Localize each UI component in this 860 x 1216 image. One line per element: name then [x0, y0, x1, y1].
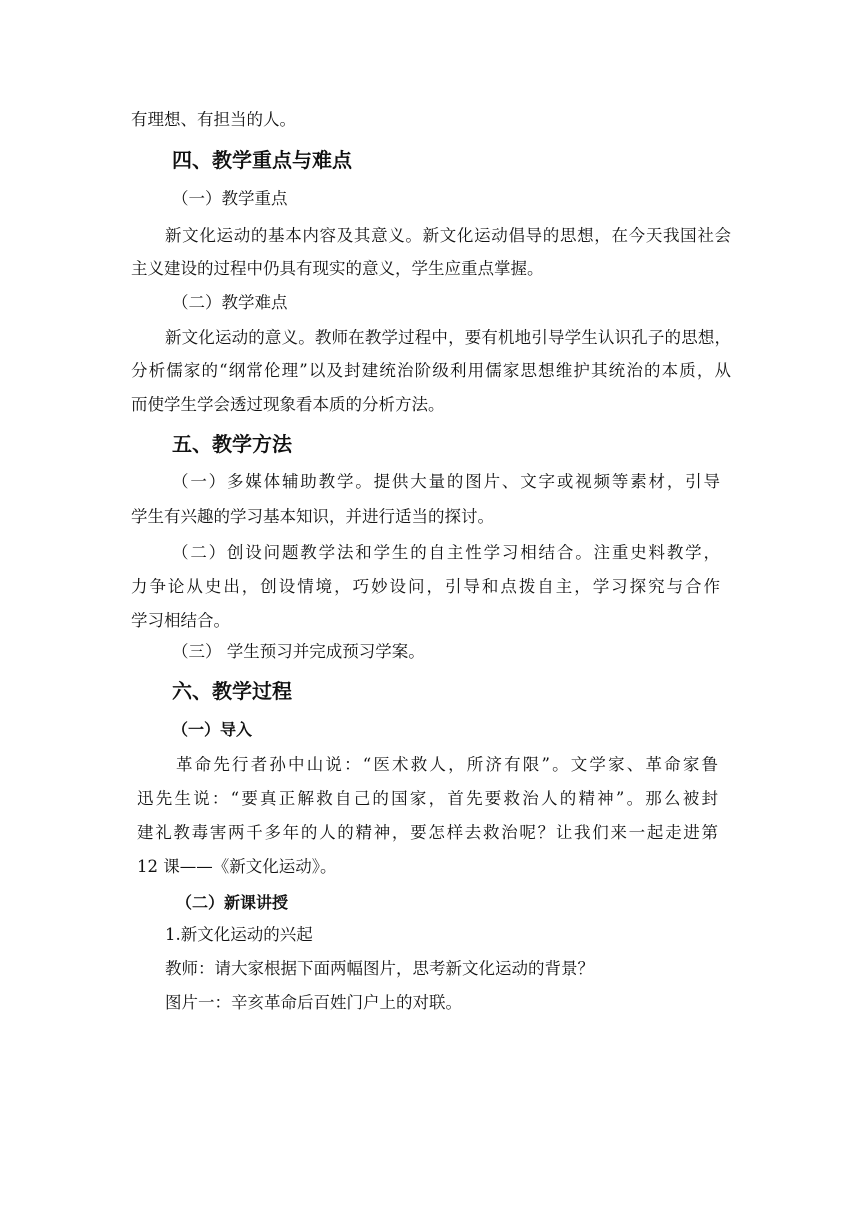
paragraph-line: 新文化运动的意义。教师在教学过程中，要有机地引导学生认识孔子的思想，	[165, 328, 731, 347]
paragraph-line: 教师：请大家根据下面两幅图片，思考新文化运动的背景？	[165, 959, 594, 978]
paragraph-line: 主义建设的过程中仍具有现实的意义，学生应重点掌握。	[131, 259, 544, 278]
section-heading: 六、教学过程	[172, 679, 292, 703]
paragraph-line: 学习相结合。	[131, 611, 230, 630]
paragraph-line: （二）创设问题教学法和学生的自主性学习相结合。注重史料教学，	[172, 543, 720, 562]
subsection-heading: （二）教学难点	[172, 293, 288, 312]
paragraph-line: 12 课——《新文化运动》。	[137, 857, 337, 876]
paragraph-line: 图片一：辛亥革命后百姓门户上的对联。	[165, 993, 462, 1012]
paragraph-line: 而使学生学会透过现象看本质的分析方法。	[131, 395, 445, 414]
section-heading: 四、教学重点与难点	[172, 148, 352, 172]
paragraph-line: 力争论从史出，创设情境，巧妙设问，引导和点拨自主，学习探究与合作	[131, 577, 720, 596]
subsection-heading: （二）新课讲授	[176, 893, 289, 912]
subsection-heading: （一）教学重点	[172, 189, 288, 208]
paragraph-line: （一）多媒体辅助教学。提供大量的图片、文字或视频等素材，引导	[172, 472, 720, 491]
paragraph-line: 迅先生说：“要真正解救自己的国家，首先要救治人的精神”。那么被封	[137, 789, 718, 808]
paragraph-line: 新文化运动的基本内容及其意义。新文化运动倡导的思想，在今天我国社会	[165, 226, 731, 245]
paragraph-line: 革命先行者孙中山说：“医术救人，所济有限”。文学家、革命家鲁	[176, 755, 718, 774]
section-heading: 五、教学方法	[172, 432, 292, 456]
paragraph-line: 1.新文化运动的兴起	[165, 925, 313, 944]
paragraph-line: 分析儒家的“纲常伦理”以及封建统治阶级利用儒家思想维护其统治的本质，从	[131, 361, 731, 380]
subsection-heading: （一）导入	[172, 720, 253, 739]
paragraph-line: （三） 学生预习并完成预习学案。	[172, 642, 425, 661]
paragraph-line: 建礼教毒害两千多年的人的精神，要怎样去救治呢？让我们来一起走进第	[137, 823, 718, 842]
text-line: 有理想、有担当的人。	[131, 110, 296, 129]
paragraph-line: 学生有兴趣的学习基本知识，并进行适当的探讨。	[131, 507, 494, 526]
